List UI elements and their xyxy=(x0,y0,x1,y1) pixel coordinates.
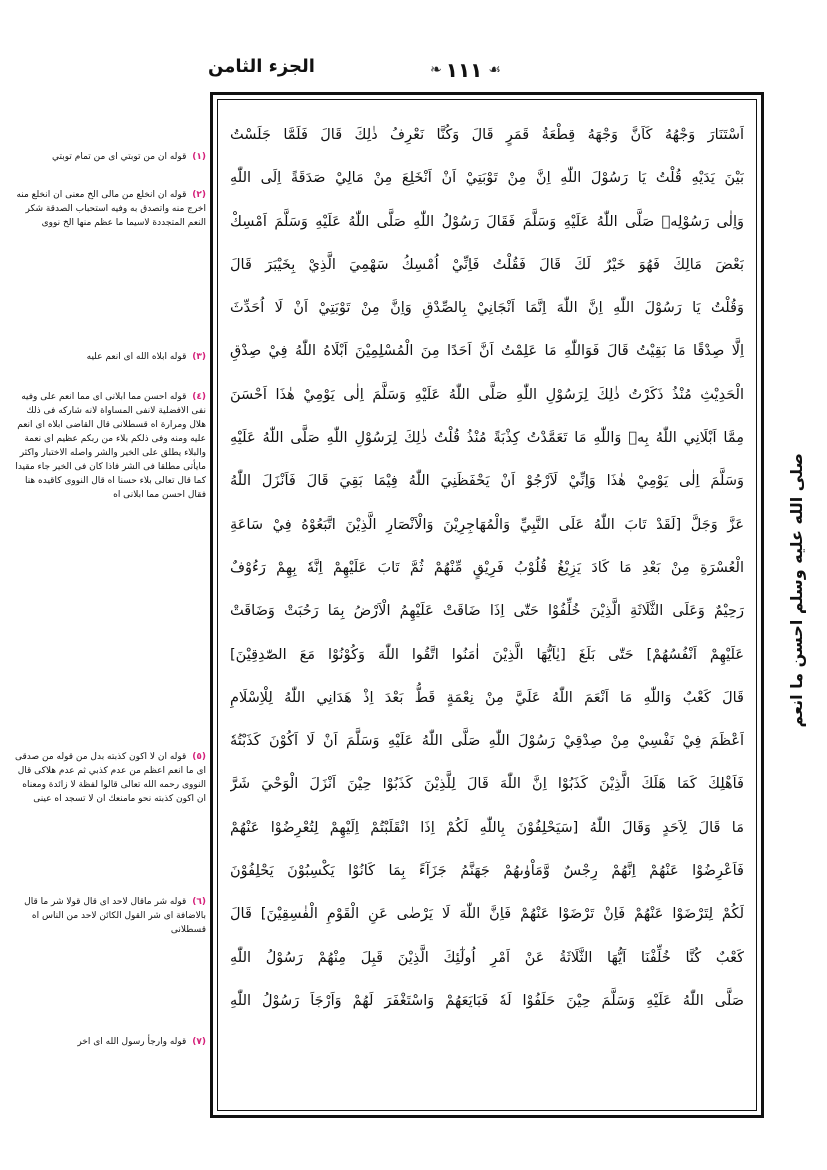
text-line: كَعْبٌ كُنَّا خُلِّفْنَا اَيُّهَا الثَّلَاثَةُ عَنْ اَمْرِ اُولٰٓئِكَ الَّذِيْنَ قَبِلَ مِنْهُمْ رَسُوْلُ اللّٰهِ xyxy=(230,949,744,966)
text-line: وَاِلٰى رَسُوْلِهٖ صَلَّى اللّٰهُ عَلَيْهِ وَسَلَّمَ فَقَالَ رَسُوْلُ اللّٰهِ صَلَّى اللّٰهُ عَلَيْهِ وَسَلَّمَ اَمْسِكْ xyxy=(230,213,744,230)
main-text-frame xyxy=(210,92,764,1118)
page-number-block xyxy=(430,58,499,82)
page-number: ١١١ xyxy=(445,58,483,82)
page-header xyxy=(200,52,760,92)
text-line xyxy=(230,1023,744,1066)
text-line: عَزَّ وَجَلَّ [لَقَدْ تَابَ اللّٰهُ عَلَى النَّبِيِّ وَالْمُهَاجِرِيْنَ وَالْاَنْصَارِ الَّذِيْنَ اتَّبَعُوْهُ فِيْ سَاعَةِ xyxy=(230,516,744,533)
side-note xyxy=(14,188,206,230)
note-text: قوله وارجأ رسول الله اى اخر xyxy=(77,1037,187,1047)
text-line: وَقُلْتُ يَا رَسُوْلَ اللّٰهِ اِنَّ اللّٰهَ اِنَّمَا اَنْجَانِيْ بِالصِّدْقِ وَاِنَّ مِنْ تَوْبَتِيْ اَنْ لَا اُحَدِّثَ xyxy=(230,300,744,317)
text-line: صَلَّى اللّٰهُ عَلَيْهِ وَسَلَّمَ حِيْنَ حَلَفُوْا لَهٗ فَبَايَعَهُمْ وَاسْتَغْفَرَ لَهُمْ وَاَرْجَاَ رَسُوْلُ اللّٰهِ xyxy=(230,992,744,1009)
note-text: قوله ان لا اكون كذبته بدل من قوله من صدقى اى ما انعم اعظم من عدم كذبي ثم عدم هلاكى قال النووى رحمه الله تعالى قالوا لفظة لا زائدة ومعناه ان اكون كذبته نحو مامنعك ان لا تسجد اه عينى xyxy=(14,752,206,804)
side-note xyxy=(14,895,206,937)
note-number: (٢) xyxy=(192,190,206,200)
text-line: الْحَدِيْثِ مُنْذُ ذَكَرْتُ ذٰلِكَ لِرَسُوْلِ اللّٰهِ صَلَّى اللّٰهُ عَلَيْهِ وَسَلَّمَ اِلٰى يَوْمِيْ هٰذَا اَحْسَنَ xyxy=(230,386,744,403)
side-note xyxy=(14,150,206,164)
text-line: فَاَعْرِضُوْا عَنْهُمْ اِنَّهُمْ رِجْسٌ وَّمَاْوٰىهُمْ جَهَنَّمُ جَزَآءً بِمَا كَانُوْا يَكْسِبُوْنَ يَحْلِفُوْنَ xyxy=(230,863,744,880)
volume-title: الجزء الثامن xyxy=(208,56,315,77)
text-line: فَاَهْلِكَ كَمَا هَلَكَ الَّذِيْنَ كَذَبُوْا اِنَّ اللّٰهَ قَالَ لِلَّذِيْنَ كَذَبُوْا حِيْنَ اَنْزَلَ الْوَحْيَ شَرَّ xyxy=(230,776,744,793)
text-line: بَيْنَ يَدَيْهِ قُلْتُ يَا رَسُوْلَ اللّٰهِ اِنَّ مِنْ تَوْبَتِيْ اَنْ اَنْخَلِعَ مِنْ مَالِيْ صَدَقَةً اِلَى اللّٰهِ xyxy=(230,170,744,187)
ornament-right-icon: ☙ xyxy=(488,62,499,78)
note-number: (١) xyxy=(192,152,206,162)
side-note xyxy=(14,350,206,364)
text-line: بَعْضَ مَالِكَ فَهُوَ خَيْرٌ لَكَ قَالَ فَقُلْتُ فَاِنِّيْ اُمْسِكُ سَهْمِيَ الَّذِيْ بِخَيْبَرَ قَالَ xyxy=(230,256,744,273)
text-line: وَسَلَّمَ اِلٰى يَوْمِيْ هٰذَا وَاِنِّيْ لَاَرْجُوْ اَنْ يَحْفَظَنِيَ اللّٰهُ فِيْمَا بَقِيَ قَالَ فَاَنْزَلَ اللّٰهُ xyxy=(230,473,744,490)
side-note xyxy=(14,390,206,502)
marginal-notes xyxy=(14,140,206,1140)
main-text-body xyxy=(217,99,757,1111)
vertical-margin-heading xyxy=(776,360,816,820)
note-text: قوله ان انخلع من مالى الخ معنى ان انخلع منه اخرج منه واتصدق به وفيه استحباب الصدقة شكر النعم المتجددة لاسيما ما عظم منها الخ نووى xyxy=(16,190,206,228)
note-number: (٧) xyxy=(192,1037,206,1047)
text-line: اَسْتَنَارَ وَجْهُهُ كَاَنَّ وَجْهَهُ قِطْعَةُ قَمَرٍ قَالَ وَكُنَّا نَعْرِفُ ذٰلِكَ قَالَ فَلَمَّا جَلَسْتُ xyxy=(230,127,744,143)
text-line: اَعْظَمَ فِيْ نَفْسِيْ مِنْ صِدْقِيْ رَسُوْلَ اللّٰهِ صَلَّى اللّٰهُ عَلَيْهِ وَسَلَّمَ اَنْ لَا اَكُوْنَ كَذَبْتُهٗ xyxy=(230,733,744,750)
text-line xyxy=(230,1067,744,1110)
note-text: قوله احسن مما ابلانى اى مما انعم على وفيه نفى الافضلية لانفى المساواة لانه شاركه فى ذلك هلال ومرارة اه قسطلانى قال القاضى ابلاه اى انعم عليه ومنه وفى ذلكم بلاء من ربكم عظيم اى نعمة والبلاء يطلق على الخير والشر واصله الاختبار واكثر مايأتى مطلقا فى الشر فاذا كان فى الخير جاء مقيدا كما قال تعالى بلاء حسنا اه قال النووى كاقيده هنا فقال احسن مما ابلانى اه xyxy=(15,392,206,500)
ornament-left-icon: ❧ xyxy=(430,62,440,78)
vertical-margin-text: صلى الله عليه وسلم احسن ما انعم xyxy=(786,452,806,728)
note-number: (٦) xyxy=(192,897,206,907)
text-line: رَحِيْمٌ وَعَلَى الثَّلَاثَةِ الَّذِيْنَ خُلِّفُوْا حَتّٰى اِذَا ضَاقَتْ عَلَيْهِمُ الْاَرْضُ بِمَا رَحُبَتْ وَضَاقَتْ xyxy=(230,603,744,620)
note-text: قوله ابلاه الله اى انعم عليه xyxy=(86,352,187,362)
text-line: لَكُمْ لِتَرْضَوْا عَنْهُمْ فَاِنْ تَرْضَوْا عَنْهُمْ فَاِنَّ اللّٰهَ لَا يَرْضٰى عَنِ الْقَوْمِ الْفٰسِقِيْنَ] قَالَ xyxy=(230,906,744,923)
text-line: الْعُسْرَةِ مِنْ بَعْدِ مَا كَادَ يَزِيْغُ قُلُوْبُ فَرِيْقٍ مِّنْهُمْ ثُمَّ تَابَ عَلَيْهِمْ اِنَّهٗ بِهِمْ رَءُوْفٌ xyxy=(230,559,744,576)
side-note xyxy=(14,1035,206,1049)
side-note xyxy=(14,750,206,806)
note-text: قوله شر ماقال لاحد اى قال قولا شر ما قال بالاضافة اى شر القول الكائن لاحد من الناس اه قسطلانى xyxy=(24,897,206,935)
text-line: مَا قَالَ لِاَحَدٍ وَقَالَ اللّٰهُ [سَيَحْلِفُوْنَ بِاللّٰهِ لَكُمْ اِذَا انْقَلَبْتُمْ اِلَيْهِمْ لِتُعْرِضُوْا عَنْهُمْ xyxy=(230,819,744,836)
note-number: (٣) xyxy=(192,352,206,362)
note-number: (٥) xyxy=(192,752,206,762)
note-text: قوله ان من توبتي اى من تمام توبتي xyxy=(52,152,187,162)
text-line: عَلَيْهِمْ اَنْفُسُهُمْ] حَتّٰى بَلَغَ [يٰاَيُّهَا الَّذِيْنَ اٰمَنُوا اتَّقُوا اللّٰهَ وَكُوْنُوْا مَعَ الصّٰدِقِيْنَ] xyxy=(230,646,744,663)
text-line: مِمَّا اَبْلَانِي اللّٰهُ بِهٖ وَاللّٰهِ مَا تَعَمَّدْتُ كِذْبَةً مُنْذُ قُلْتُ ذٰلِكَ لِرَسُوْلِ اللّٰهِ صَلَّى اللّٰهُ عَلَيْهِ xyxy=(230,430,744,447)
text-line: قَالَ كَعْبٌ وَاللّٰهِ مَا اَنْعَمَ اللّٰهُ عَلَيَّ مِنْ نِعْمَةٍ قَطُّ بَعْدَ اِذْ هَدَانِي اللّٰهُ لِلْاِسْلَامِ xyxy=(230,689,744,706)
text-line: اِلَّا صِدْقًا مَا بَقِيْتُ قَالَ فَوَاللّٰهِ مَا عَلِمْتُ اَنَّ اَحَدًا مِنَ الْمُسْلِمِيْنَ اَبْلَاهُ اللّٰهُ فِيْ صِدْقِ xyxy=(230,343,744,360)
note-number: (٤) xyxy=(192,392,206,402)
